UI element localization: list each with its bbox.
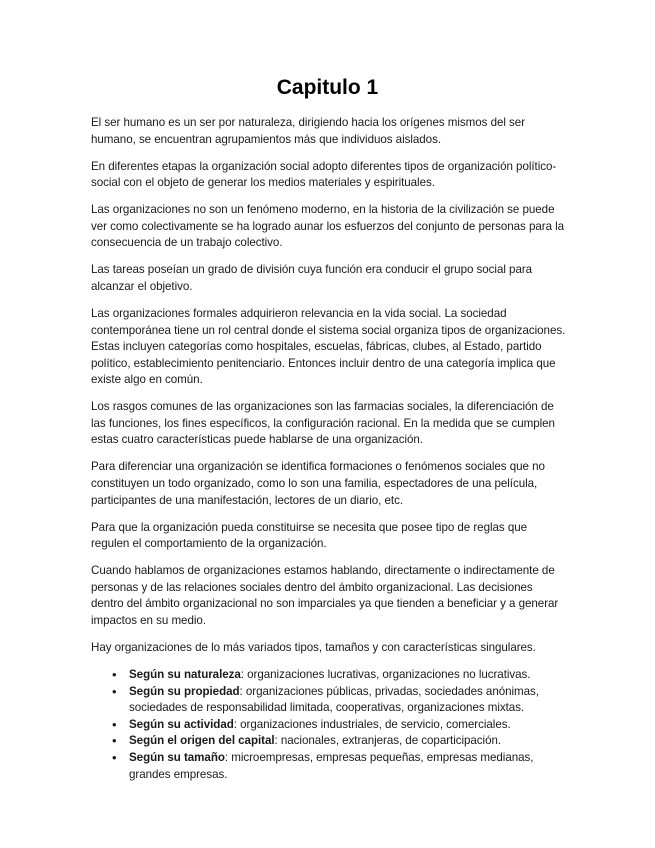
bullet-icon: • (112, 733, 117, 749)
document-body (91, 115, 566, 783)
paragraph: El ser humano es un ser por naturaleza, dirigiendo hacia los orígenes mismos del ser humano, se encuentran agrupamientos más que individuos aislados. (91, 116, 526, 146)
paragraph: Cuando hablamos de organizaciones estamos hablando, directamente o indirectamente de personas y de las relaciones sociales dentro del ámbito organizacional. Las decisiones dentro del ámbito organizacional no son imparciales ya que tienden a beneficiar y a generar impactos en su medio. (91, 564, 559, 627)
organization-types-list (91, 667, 566, 783)
list-item-text: : organizaciones industriales, de servicio, comerciales. (233, 717, 511, 731)
list-item-label: Según su tamaño (129, 750, 225, 764)
paragraph: Los rasgos comunes de las organizaciones son las farmacias sociales, la diferenciación de las funciones, los fines específicos, la configuración racional. En la medida que se cumplen estas cuatro características puede hablarse de una organización. (91, 400, 555, 447)
list-item (112, 683, 566, 717)
paragraph: Las organizaciones formales adquirieron relevancia en la vida social. La sociedad contemporánea tiene un rol central donde el sistema social organiza tipos de organizaciones. Estas incluyen categorías como hospitales, escuelas, fábricas, clubes, al Estado, partido político, establecimiento penitenciario. Entonces incluir dentro de una categoría implica que existe algo en común. (91, 306, 566, 387)
list-item-label: Según su actividad (129, 717, 234, 731)
bullet-icon: • (112, 666, 117, 682)
paragraph: Para que la organización pueda constituirse se necesita que posee tipo de reglas que regulen el comportamiento de la organización. (91, 520, 528, 551)
list-item-label: Según su naturaleza (129, 667, 241, 681)
bullet-icon: • (112, 749, 117, 765)
list-item (112, 749, 566, 783)
list-item (112, 716, 566, 734)
paragraph: Para diferenciar una organización se identifica formaciones o fenómenos sociales que no constituyen un todo organizado, como lo son una familia, espectadores de una película, participantes de una manifestación, lectores de un diario, etc. (91, 460, 545, 507)
list-item-text: : organizaciones lucrativas, organizaciones no lucrativas. (240, 667, 531, 681)
bullet-icon: • (112, 683, 117, 699)
list-item-text: : nacionales, extranjeras, de coparticipación. (274, 734, 502, 748)
bullet-icon: • (112, 716, 117, 732)
list-item (112, 733, 566, 750)
paragraph: Las tareas poseían un grado de división cuya función era conducir el grupo social para alcanzar el objetivo. (91, 263, 533, 293)
list-item-label: Según su propiedad (129, 684, 240, 698)
paragraph: Hay organizaciones de lo más variados tipos, tamaños y con características singulares. (91, 640, 536, 654)
list-item-label: Según el origen del capital (129, 734, 275, 748)
paragraph: Las organizaciones no son un fenómeno moderno, en la historia de la civilización se puede ver como colectivamente se ha logrado aunar los esfuerzos del conjunto de personas para la consecuencia de un trabajo colectivo. (91, 203, 565, 250)
list-item-text: : microempresas, empresas pequeñas, empresas medianas, grandes empresas. (129, 750, 534, 781)
paragraph: En diferentes etapas la organización social adopto diferentes tipos de organización político-social con el objeto de generar los medios materiales y espirituales. (91, 159, 557, 190)
list-item-text: : organizaciones públicas, privadas, sociedades anónimas, sociedades de responsabilidad limitada, cooperativas, organizaciones mixtas. (129, 684, 539, 715)
page-title: Capitulo 1 (276, 76, 379, 99)
list-item (112, 666, 566, 684)
